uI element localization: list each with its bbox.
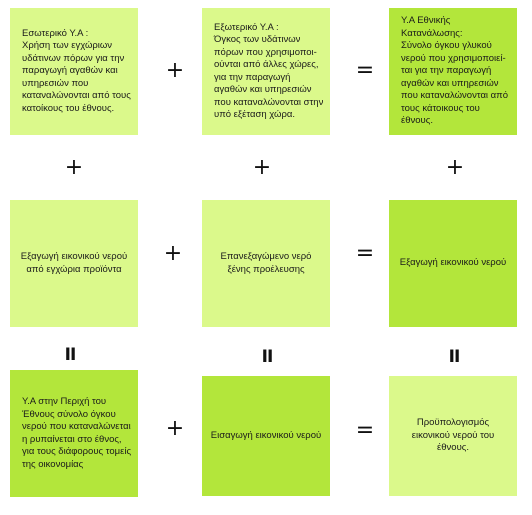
equals-operator: = (355, 58, 375, 83)
virtual-water-export-text: Εξαγωγή εικονικού νερού (399, 257, 507, 269)
re-exported-water-text: Επανεξαγώμενο νερό ξένης προέλευσης (220, 251, 312, 275)
virtual-water-budget-box (389, 376, 517, 496)
national-consumption-footprint-title: Υ.Α Εθνικής Κατανάλωσης: (401, 15, 463, 39)
vertical-equals-operator: II (448, 347, 460, 367)
national-consumption-footprint-text: Σύνολο όγκου γλυκού νερού που χρησιμοποιεί-ται για την παραγωγή αγαθών και υπηρεσιών που καταναλώνονται από τους κάτοικους του έθνους. (401, 40, 509, 127)
national-consumption-footprint-box (389, 8, 517, 135)
plus-operator: + (165, 416, 185, 441)
plus-operator: + (64, 155, 84, 180)
plus-operator: + (252, 155, 272, 180)
re-exported-water-box (202, 200, 330, 327)
equals-operator: = (355, 418, 375, 443)
national-territory-footprint-box (10, 370, 138, 497)
vertical-equals-operator: II (64, 345, 76, 365)
plus-operator: + (163, 241, 183, 266)
virtual-water-export-box (389, 200, 517, 327)
external-water-footprint-title: Εξωτερικό Υ.Α : (214, 21, 279, 33)
virtual-water-budget-text: Προϋπολογισμός εικονικού νερού του έθνους. (411, 417, 495, 454)
virtual-water-import-box (202, 376, 330, 496)
external-water-footprint-box (202, 8, 330, 135)
external-water-footprint-text: Όγκος των υδάτινων πόρων που χρησιμοποι-ούνται από άλλες χώρες, για την παραγωγή αγαθών και υπηρεσιών που καταναλώνονται στην υπό εξέταση χώρα. (214, 34, 324, 120)
virtual-water-export-domestic-text: Εξαγωγή εικονικού νερού από εγχώρια προϊόντα (20, 251, 128, 275)
national-territory-footprint-text: Υ.Α στην Περιχή του Έθνους σύνολο όγκου νερού που καταναλώνεται η ρυπαίνεται στο έθνος, για τους διάφορους τομείς της οικονομίας (22, 396, 132, 470)
equals-operator: = (355, 241, 375, 266)
internal-water-footprint-title: Εσωτερικό Υ.Α : (22, 27, 89, 39)
internal-water-footprint-text: Χρήση των εγχώριων υδάτινων πόρων για την παραγωγή αγαθών και υπηρεσιών που καταναλώνονται από τους κατοίκους του έθνους. (22, 40, 131, 114)
plus-operator: + (165, 58, 185, 83)
vertical-equals-operator: II (261, 347, 273, 367)
virtual-water-export-domestic-box (10, 200, 138, 327)
plus-operator: + (445, 155, 465, 180)
virtual-water-import-text: Εισαγωγή εικονικού νερού (210, 429, 322, 441)
internal-water-footprint-box (10, 8, 138, 135)
